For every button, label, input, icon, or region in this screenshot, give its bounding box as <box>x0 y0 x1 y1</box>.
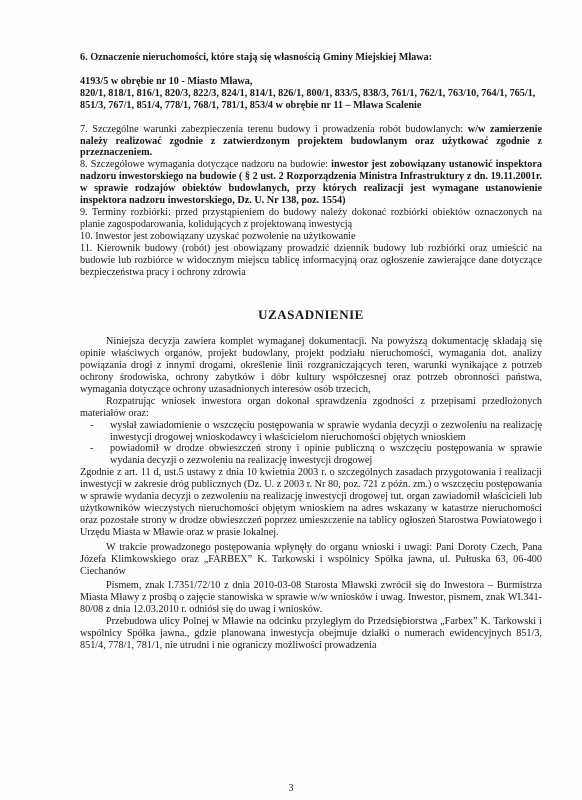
paragraph-5: Pismem, znak I.7351/72/10 z dnia 2010-03-08 Starosta Mławski zwrócił się do Inwestora – Burmistrza Miasta Mławy z prośbą o zajęcie stanowiska w sprawie w/w wniosków i uwag. Inwestor, pismem, znak WI.341-80/08 z dnia 12.03.2010 r. odniósł się do uwag i wniosków. <box>80 580 542 616</box>
parcel-list-line-2: 820/1, 818/1, 816/1, 820/3, 822/3, 824/1, 814/1, 826/1, 800/1, 833/5, 838/3, 761/1, 762/1, 763/10, 764/1, 765/1, 851/3, 767/1, 851/4, 778/1, 768/1, 781/1, 853/4 w obrębie nr 11 – Mława Scalenie <box>80 87 536 111</box>
paragraph-6: Przebudowa ulicy Polnej w Mławie na odcinku przyległym do Przedsiębiorstwa „Farbex” K. Tarkowski i wspólnicy Spółka jawna., gdzie planowana inwestycja obejmuje działki o numerach ewidencyjnych 851/3, 851/4, 778/1, 781/1, nie utrudni i nie ograniczy możliwości prowadzenia <box>80 616 542 651</box>
paragraph-2: Rozpatrując wniosek inwestora organ dokonał sprawdzenia zgodności z przepisami przedłożonych materiałów oraz: <box>80 395 542 419</box>
section-6-title: 6. Oznaczenie nieruchomości, które stają się własnością Gminy Miejskiej Mława: <box>80 52 433 63</box>
item-8-text: 8. Szczegółowe wymagania dotyczące nadzoru na budowie: <box>80 159 332 171</box>
item-8-bold: inwestor jest zobowiązany ustanowić inspektora nadzoru inwestorskiego na budowie ( § 2 ust. 2 Rozporządzenia Ministra Infrastruktury z dn. 19.11.2001r. w sprawie rodzajów obiektów budowlanych, przy których realizacji jest wymagane ustanowienie inspektora nadzoru inwestorskiego, Dz. U. Nr 138, poz. 1554) <box>80 159 543 207</box>
parcel-list-line-1: 4193/5 w obrębie nr 10 - Miasto Mława, <box>80 75 253 87</box>
paragraph-3: Zgodnie z art. 11 d, ust.5 ustawy z dnia 10 kwietnia 2003 r. o szczególnych zasadach przygotowania i realizacji inwestycji w zakresie dróg publicznych (Dz. U. z 2003 r. Nr 80, poz. 721 z późn. zm.) o wszczęciu postępowania w sprawie wydania decyzji o zezwoleniu na realizację inwestycji drogowej tut. organ zawiadomił właścicieli lub użytkowników wieczystych nieruchomości objętym wnioskiem na adres wskazany w katastrze nieruchomości oraz pozostałe strony w drodze obwieszczeń poprzez umieszczenie na tablicy ogłoszeń Starostwa Powiatowego i Urzędu Miasta w Mławie oraz w prasie lokalnej. <box>80 467 542 538</box>
bullet-dash: - <box>90 419 94 431</box>
list-item <box>80 420 542 444</box>
list-item-text: wysłał zawiadomienie o wszczęciu postępowania w sprawie wydania decyzji o zezwoleniu na realizację inwestycji drogowej wnioskodawcy i właścicielom nieruchomości objętych wnioskiem <box>110 419 542 443</box>
list-item-text: powiadomił w drodze obwieszczeń strony i opinie publiczną o wszczęciu postępowania w sprawie wydania decyzji o zezwoleniu na realizację inwestycji drogowej <box>110 443 542 467</box>
item-9: 9. Terminy rozbiórki: przed przystąpieniem do budowy należy dokonać rozbiórki obiektów oznaczonych na planie zagospodarowania, kolidujących z projektowaną inwestycją <box>80 206 542 230</box>
justification-heading: UZASADNIENIE <box>258 307 364 323</box>
item-7 <box>80 124 542 160</box>
page-number: 3 <box>288 783 294 794</box>
parcel-list <box>80 76 542 112</box>
item-7-bold: w/w zamierzenie należy realizować zgodnie z zatwierdzonym projektem budowlanym oraz użytkować zgodnie z przeznaczeniem. <box>80 123 542 159</box>
item-10: 10. Inwestor jest zobowiązany uzyskać pozwolenie na użytkowanie <box>80 230 356 242</box>
list-item <box>80 443 542 467</box>
item-8 <box>80 159 542 207</box>
item-11: 11. Kierownik budowy (robót) jest obowiązany prowadzić dziennik budowy lub rozbiórki oraz umieścić na budowie lub rozbiórce w widocznym miejscu tablicę informacyjną oraz ogłoszenie zawierające dane dotyczące bezpieczeństwa pracy i ochrony zdrowia <box>80 242 542 278</box>
item-7-text: 7. Szczególne warunki zabezpieczenia terenu budowy i prowadzenia robót budowlanych: <box>80 123 468 135</box>
document-body <box>80 52 542 652</box>
paragraph-1: Niniejsza decyzja zawiera komplet wymaganej dokumentacji. Na powyższą dokumentację składają się opinie właściwych organów, projekt budowlany, projekt podziału nieruchomości, wymagania dot. analizy powiązania drogi z innymi drogami, określenie linii rozgraniczających teren, warunki wynikające z potrzeb ochrony środowiska, ochrony zabytków i dóbr kultury współczesnej oraz potrzeb obronności państwa, wymagania dotyczące ochrony uzasadnionych interesów osób trzecich, <box>80 336 542 395</box>
paragraph-4: W trakcie prowadzonego postępowania wpłynęły do organu wnioski i uwagi: Pani Doroty Czech, Pana Józefa Klimkowskiego oraz „FARBEX” K. Tarkowski i wspólnicy Spółka jawna, ul. Pułtuska 63, 06-400 Ciechanów <box>80 541 542 577</box>
bullet-dash: - <box>90 443 94 455</box>
